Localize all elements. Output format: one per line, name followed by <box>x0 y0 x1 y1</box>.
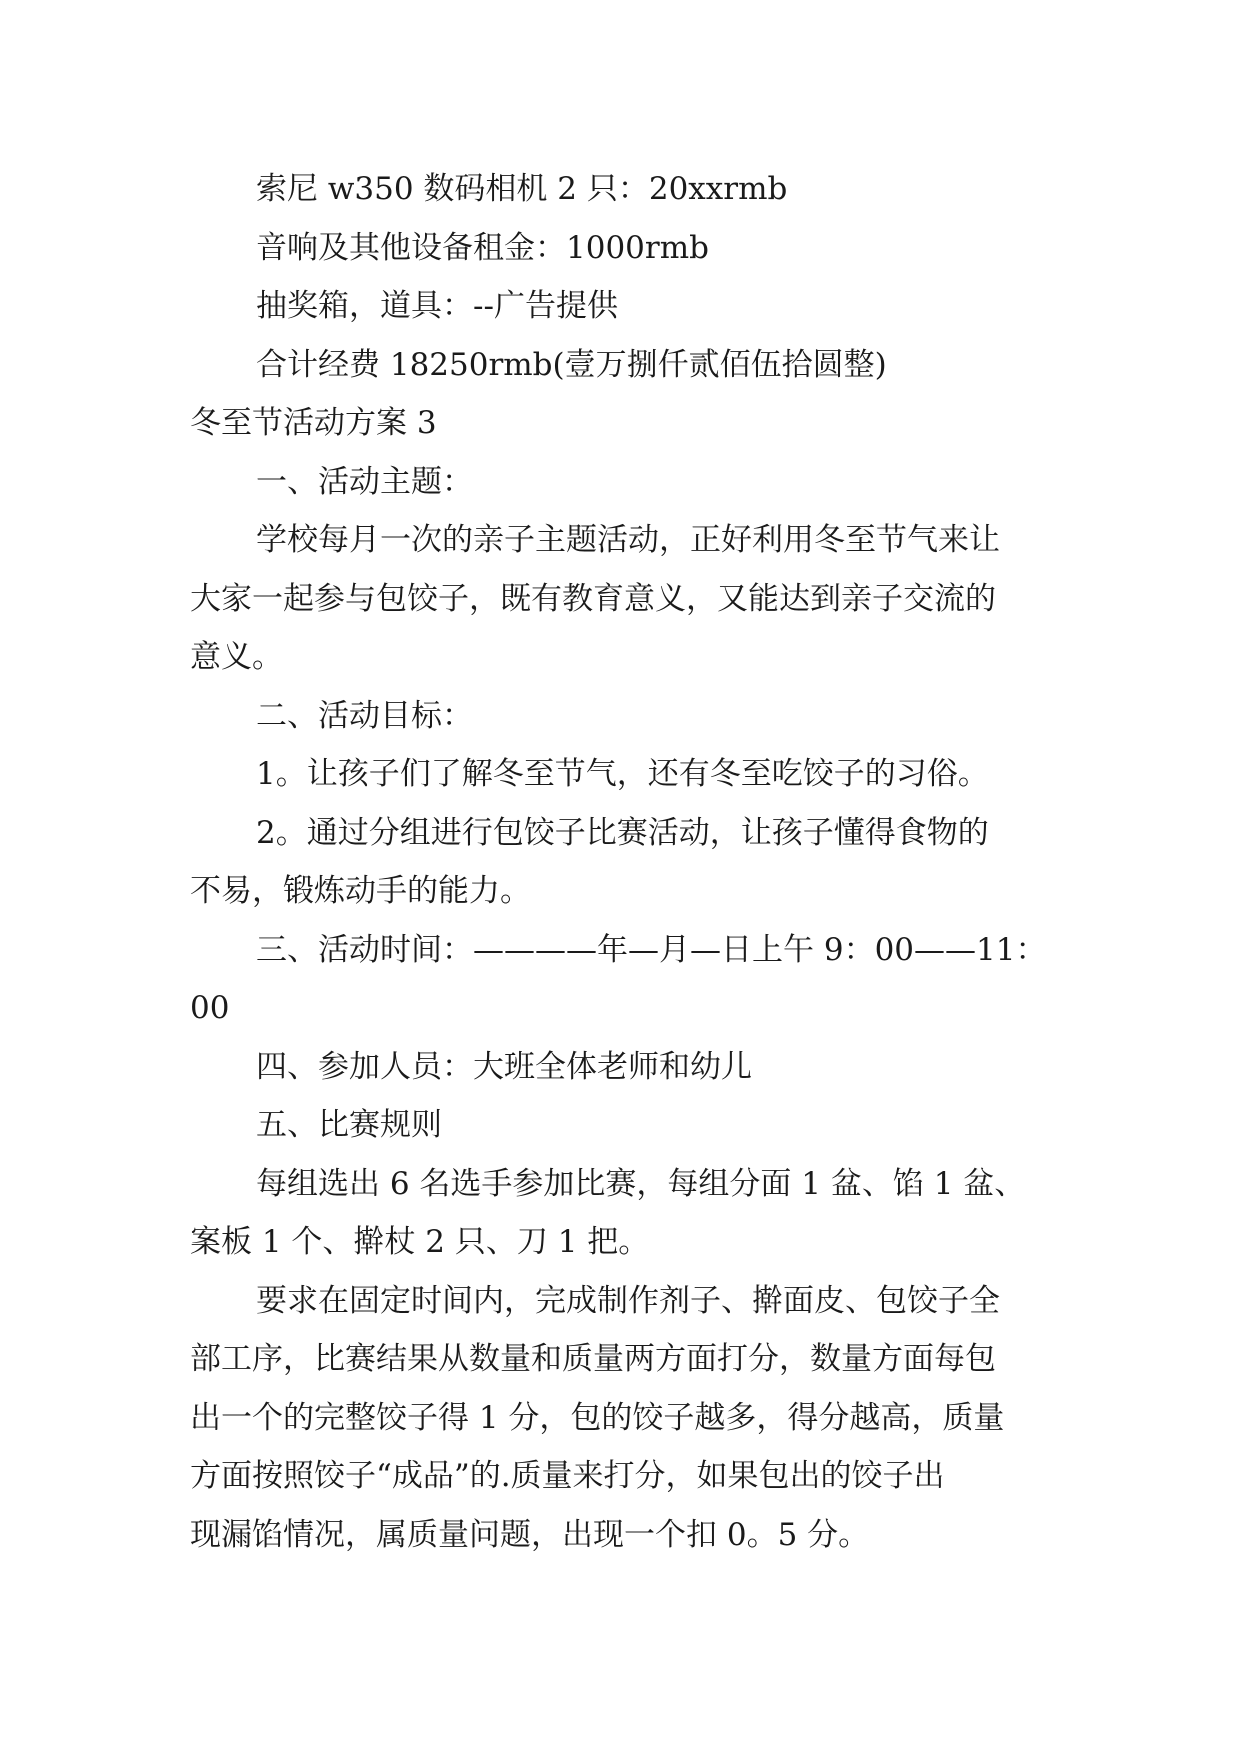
text-line: 大家一起参与包饺子，既有教育意义，又能达到亲子交流的 <box>190 580 996 617</box>
text-line: 方面按照饺子“成品”的.质量来打分，如果包出的饺子出 <box>190 1458 945 1494</box>
text-line: 索尼 w350 数码相机 2 只：20xxrmb <box>256 171 788 207</box>
text-line: 意义。 <box>190 639 283 675</box>
section-heading: 四、参加人员：大班全体老师和幼儿 <box>256 1048 752 1085</box>
text-line: 音响及其他设备租金：1000rmb <box>256 229 709 266</box>
text-line: 1。让孩子们了解冬至节气，还有冬至吃饺子的习俗。 <box>256 756 989 792</box>
text-line: 现漏馅情况，属质量问题，出现一个扣 0。5 分。 <box>190 1516 870 1553</box>
section-title: 冬至节活动方案 3 <box>190 405 437 441</box>
text-line: 每组选出 6 名选手参加比赛，每组分面 1 盆、馅 1 盆、 <box>256 1165 1026 1202</box>
text-line: 抽奖箱，道具：--广告提供 <box>256 288 618 324</box>
text-line: 部工序，比赛结果从数量和质量两方面打分，数量方面每包 <box>190 1341 996 1377</box>
section-heading: 三、活动时间：————年—月—日上午 9：00——11： <box>256 931 1047 968</box>
text-line: 案板 1 个、擀杖 2 只、刀 1 把。 <box>190 1224 650 1260</box>
text-line: 00 <box>190 990 230 1026</box>
document-page <box>190 160 1060 1564</box>
text-line: 不易，锻炼动手的能力。 <box>190 873 531 909</box>
text-line: 要求在固定时间内，完成制作剂子、擀面皮、包饺子全 <box>256 1282 1000 1319</box>
section-heading: 一、活动主题： <box>256 463 473 500</box>
text-line: 学校每月一次的亲子主题活动，正好利用冬至节气来让 <box>256 522 1000 558</box>
section-heading: 二、活动目标： <box>256 697 473 734</box>
text-line: 2。通过分组进行包饺子比赛活动，让孩子懂得食物的 <box>256 814 989 851</box>
section-heading: 五、比赛规则 <box>256 1107 442 1143</box>
text-line: 合计经费 18250rmb(壹万捌仟贰佰伍拾圆整) <box>256 346 887 383</box>
text-line: 出一个的完整饺子得 1 分，包的饺子越多，得分越高，质量 <box>190 1399 1005 1436</box>
